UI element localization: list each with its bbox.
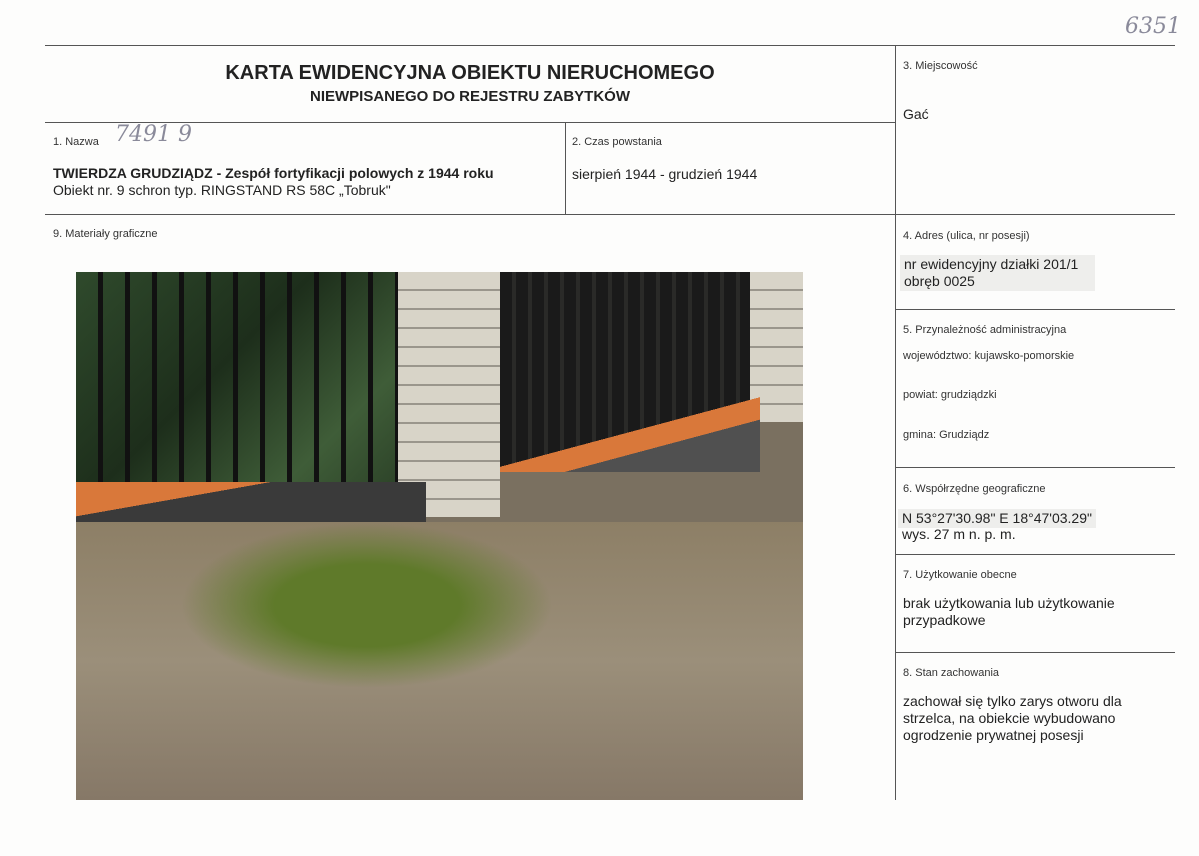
coords-label: 6. Współrzędne geograficzne bbox=[903, 483, 1046, 495]
admin-county: powiat: grudziądzki bbox=[903, 389, 997, 401]
coords-line2: wys. 27 m n. p. m. bbox=[902, 526, 1016, 542]
time-label: 2. Czas powstania bbox=[572, 136, 662, 148]
address-value bbox=[900, 255, 1095, 291]
object-photo bbox=[76, 272, 803, 800]
divider bbox=[895, 467, 1175, 468]
address-line2: obręb 0025 bbox=[904, 273, 975, 289]
page-title: KARTA EWIDENCYJNA OBIEKTU NIERUCHOMEGO bbox=[225, 62, 715, 84]
time-value: sierpień 1944 - grudzień 1944 bbox=[572, 166, 758, 182]
name-line2: Obiekt nr. 9 schron typ. RINGSTAND RS 58C „Tobruk" bbox=[53, 182, 391, 198]
condition-value: zachował się tylko zarys otworu dla strzelca, na obiekcie wybudowano ogrodzenie prywatnej posesji bbox=[903, 693, 1122, 743]
address-label: 4. Adres (ulica, nr posesji) bbox=[903, 230, 1030, 242]
address-line1: nr ewidencyjny działki 201/1 bbox=[904, 256, 1079, 272]
name-line1: TWIERDZA GRUDZIĄDZ - Zespół fortyfikacji polowych z 1944 roku bbox=[53, 165, 494, 181]
admin-label: 5. Przynależność administracyjna bbox=[903, 324, 1067, 336]
use-label: 7. Użytkowanie obecne bbox=[903, 569, 1017, 581]
admin-voivodeship: województwo: kujawsko-pomorskie bbox=[903, 350, 1075, 362]
use-value: brak użytkowania lub użytkowanie przypadkowe bbox=[903, 595, 1115, 628]
page-subtitle: NIEWPISANEGO DO REJESTRU ZABYTKÓW bbox=[309, 88, 631, 105]
divider bbox=[565, 122, 566, 214]
place-label: 3. Miejscowość bbox=[903, 60, 978, 72]
graphics-label: 9. Materiały graficzne bbox=[53, 228, 158, 240]
condition-label: 8. Stan zachowania bbox=[903, 667, 1000, 679]
divider bbox=[45, 214, 1175, 215]
divider bbox=[895, 45, 896, 800]
divider bbox=[45, 45, 1175, 46]
admin-commune: gmina: Grudziądz bbox=[903, 429, 990, 441]
coords-line1: N 53°27'30.98" E 18°47'03.29" bbox=[898, 509, 1096, 528]
divider bbox=[895, 309, 1175, 310]
name-label: 1. Nazwa bbox=[53, 136, 99, 148]
divider bbox=[895, 554, 1175, 555]
handwritten-catalog-number: 6351 bbox=[1125, 14, 1181, 39]
divider bbox=[895, 652, 1175, 653]
place-value: Gać bbox=[903, 106, 929, 122]
handwritten-name-number: 7491 9 bbox=[115, 122, 192, 147]
